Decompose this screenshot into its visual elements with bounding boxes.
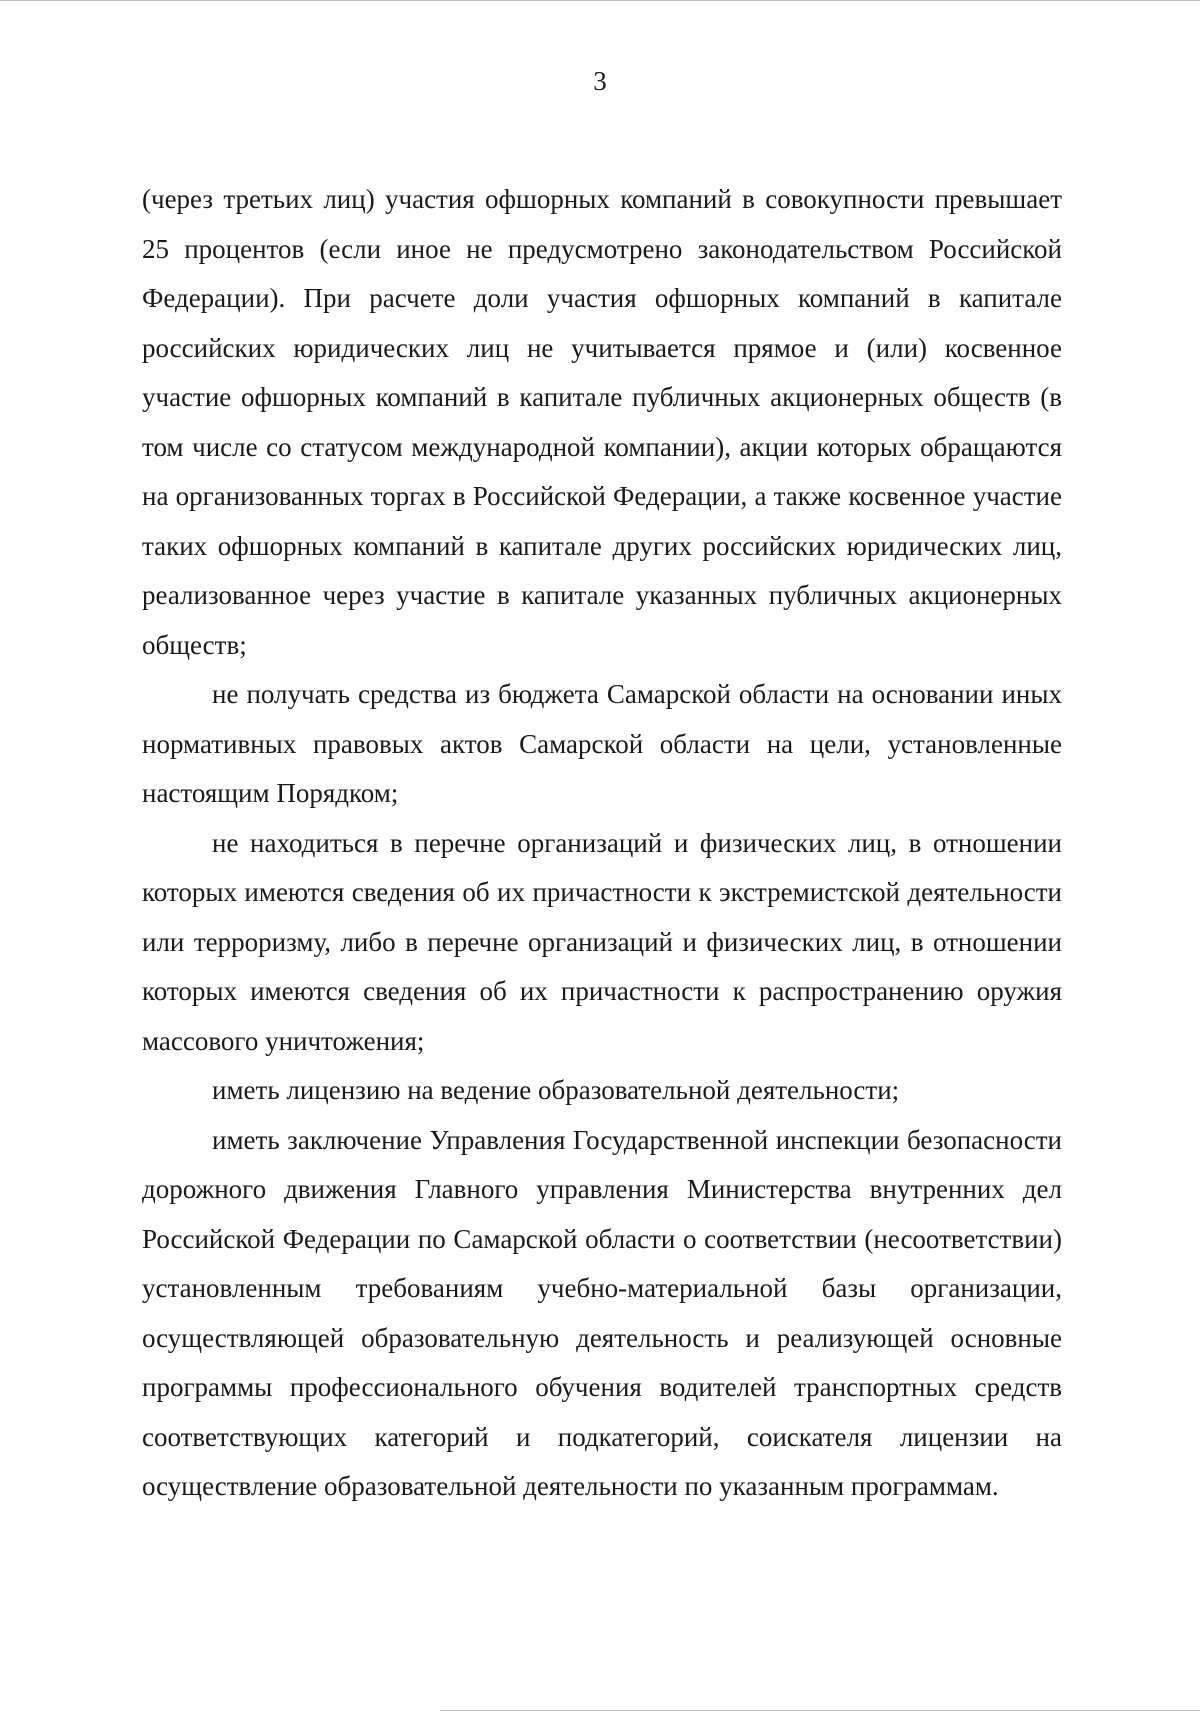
paragraph-extremism-list: не находиться в перечне организаций и физических лиц, в отношении которых имеются сведения об их причастности к экстремистской деятельности или терроризму, либо в перечне организаций и физических лиц, в отношении которых имеются сведения об их причастности к распространению оружия массового уничтожения; [142,827,1062,1056]
paragraph-offshore-participation: (через третьих лиц) участия офшорных компаний в совокупности превышает 25 процентов (если иное не предусмотрено законодательством Российской Федерации). При расчете доли участия офшорных компаний в капитале российских юридических лиц не учитывается прямое и (или) косвенное участие офшорных компаний в капитале публичных акционерных обществ (в том числе со статусом международной компании), акции которых обращаются на организованных торгах в Российской Федерации, а также косвенное участие таких офшорных компаний в капитале других российских юридических лиц, реализованное через участие в капитале указанных публичных акционерных обществ; [142,184,1062,660]
paragraph-budget-funds: не получать средства из бюджета Самарской области на основании иных нормативных правовых актов Самарской области на цели, установленные настоящим Порядком; [142,679,1062,808]
paragraph-education-license: иметь лицензию на ведение образовательной деятельности; [212,1075,900,1105]
scan-top-edge [0,0,1200,1]
document-body [142,175,1062,1512]
page-number: 3 [593,66,607,96]
paragraph-traffic-inspection-conclusion: иметь заключение Управления Государственной инспекции безопасности дорожного движения Главного управления Министерства внутренних дел Российской Федерации по Самарской области о соответствии (несоответствии) установленным требованиям учебно-материальной базы организации, осуществляющей образовательную деятельность и реализующей основные программы профессионального обучения водителей транспортных средств соответствующих категорий и подкатегорий, соискателя лицензии на осуществление образовательной деятельности по указанным программам. [142,1124,1062,1501]
